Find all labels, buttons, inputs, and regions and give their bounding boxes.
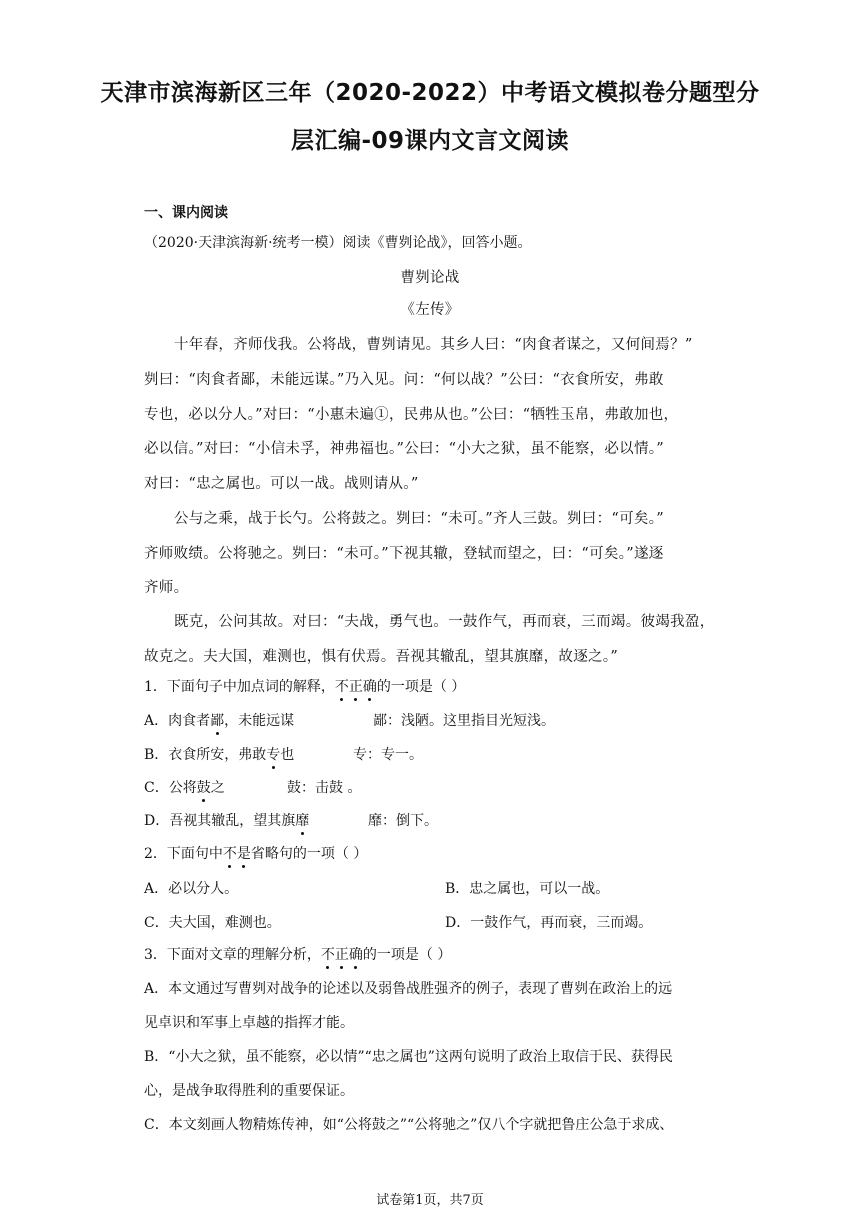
passage-line: 十年春，齐师伐我。公将战，曹刿请见。其乡人曰：“肉食者谋之，又何间焉？” [174, 337, 693, 353]
passage-line: 故克之。夫大国，难测也，惧有伏焉。吾视其辙乱，望其旗靡，故逐之。” [144, 649, 619, 665]
page-title-line-1: 天津市滨海新区三年（2020-2022）中考语文模拟卷分题型分 [100, 80, 760, 106]
question-1-stem: 1．下面句子中加点词的解释，不正确的一项是（ ） [144, 676, 465, 696]
question-3-option-c[interactable]: C．本文刻画人物精炼传神，如“公将鼓之”“公将驰之”仅八个字就把鲁庄公急于求成、 [144, 1117, 674, 1133]
passage-line: 公与之乘，战于长勺。公将鼓之。刿曰：“未可。”齐人三鼓。刿曰：“可矣。” [174, 511, 664, 527]
question-1-option-d-explanation: 靡：倒下。 [368, 813, 438, 829]
passage-line: 齐师。 [144, 580, 189, 596]
question-3-option-a-cont: 见卓识和军事上卓越的指挥才能。 [144, 1015, 354, 1031]
passage-source: 《左传》 [400, 302, 460, 318]
emphasis-dotted: 不正确 [335, 679, 377, 695]
passage-line: 专也，必以分人。”对曰：“小惠未遍①，民弗从也。”公曰：“牺牲玉帛，弗敢加也， [144, 407, 679, 423]
emphasis-dotted: 不是 [223, 846, 251, 862]
dotted-word: 专 [266, 744, 280, 764]
question-1-option-d[interactable]: D．吾视其辙乱，望其旗靡 [144, 810, 309, 830]
question-3-stem: 3．下面对文章的理解分析，不正确的一项是（ ） [144, 944, 451, 964]
passage-line: 刿曰：“肉食者鄙，未能远谋。”乃入见。问：“何以战？”公曰：“衣食所安，弗敢 [144, 372, 664, 388]
question-1-option-c-explanation: 鼓：击鼓 。 [287, 780, 362, 796]
question-1-option-b[interactable]: B．衣食所安，弗敢专也 [144, 744, 294, 764]
passage-line: 齐师败绩。公将驰之。刿曰：“未可。”下视其辙，登轼而望之，曰：“可矣。”遂逐 [144, 546, 664, 562]
question-1-option-a-explanation: 鄙：浅陋。这里指目光短浅。 [373, 713, 555, 729]
passage-line: 必以信。”对曰：“小信未孚，神弗福也。”公曰：“小大之狱，虽不能察，必以情。” [144, 441, 665, 457]
reading-intro: （2020·天津滨海新·统考一模）阅读《曹刿论战》，回答小题。 [144, 235, 532, 251]
question-3-option-b[interactable]: B．“小大之狱，虽不能察，必以情”“忠之属也”这两句说明了政治上取信于民、获得民 [144, 1049, 673, 1065]
page-title-line-2: 层汇编-09课内文言文阅读 [290, 128, 570, 154]
question-1-option-c[interactable]: C．公将鼓之 [144, 777, 225, 797]
passage-title: 曹刿论战 [400, 270, 460, 286]
question-1-option-a[interactable]: A．肉食者鄙，未能远谋 [144, 710, 294, 730]
question-3-option-b-cont: 心，是战争取得胜利的重要保证。 [144, 1083, 354, 1099]
dotted-word: 靡 [295, 810, 309, 830]
dotted-word: 鄙 [210, 710, 224, 730]
question-2-stem: 2．下面句中不是省略句的一项（ ） [144, 843, 367, 863]
question-2-option-a[interactable]: A．必以分人。 [144, 881, 239, 897]
passage-line: 对曰：“忠之属也。可以一战。战则请从。” [144, 476, 419, 492]
question-2-option-d[interactable]: D．一鼓作气，再而衰，三而竭。 [445, 915, 653, 931]
emphasis-dotted: 不正确 [321, 947, 363, 963]
question-2-option-b[interactable]: B．忠之属也，可以一战。 [445, 881, 610, 897]
question-1-option-b-explanation: 专：专一。 [353, 747, 423, 763]
page-footer: 试卷第1页，共7页 [376, 1193, 484, 1208]
passage-line: 既克，公问其故。对曰：“夫战，勇气也。一鼓作气，再而衰，三而竭。彼竭我盈， [174, 614, 715, 630]
dotted-word: 鼓 [197, 777, 211, 797]
section-heading: 一、课内阅读 [144, 205, 228, 221]
question-3-option-a[interactable]: A．本文通过写曹刿对战争的论述以及弱鲁战胜强齐的例子，表现了曹刿在政治上的远 [144, 981, 673, 997]
question-2-option-c[interactable]: C．夫大国，难测也。 [144, 915, 281, 931]
